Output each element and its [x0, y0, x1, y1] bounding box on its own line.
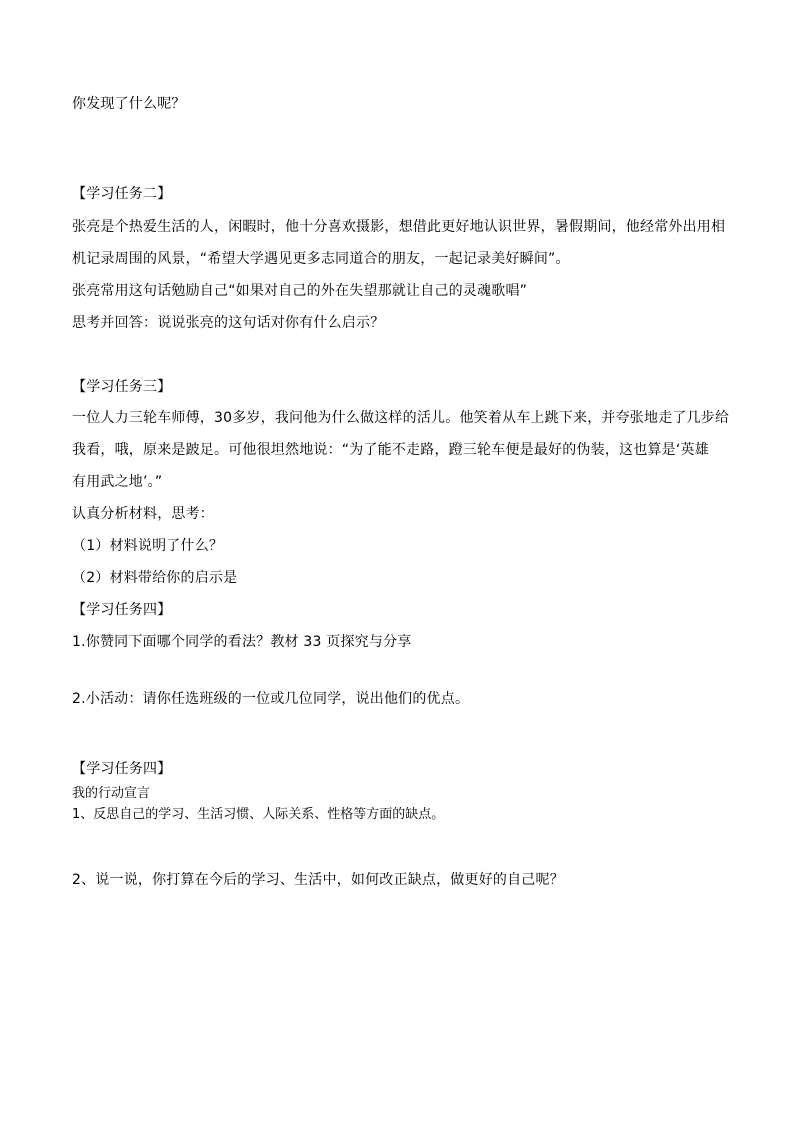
intro-question: 你发现了什么呢？ — [72, 96, 186, 112]
task4b-subheading: 我的行动宣言 — [72, 786, 151, 801]
task3-heading: 【学习任务三】 — [72, 379, 172, 395]
task4a-item-1: 1.你赞同下面哪个同学的看法？教材 33 页探究与分享 — [72, 634, 412, 650]
task3-question-2: （2）材料带给你的启示是 — [72, 570, 238, 586]
task3-instruction: 认真分析材料，思考： — [72, 506, 214, 522]
task4a-item-2: 2.小活动：请你任选班级的一位或几位同学，说出他们的优点。 — [72, 691, 470, 707]
task2-paragraph-line1: 张亮是个热爱生活的人，闲暇时，他十分喜欢摄影，想借此更好地认识世界，暑假期间，他经常外出用相 — [72, 219, 726, 235]
task4a-heading: 【学习任务四】 — [72, 602, 172, 618]
task3-paragraph-line3: 有用武之地’。” — [72, 474, 163, 490]
task2-heading: 【学习任务二】 — [72, 186, 172, 202]
task3-question-1: （1）材料说明了什么？ — [72, 538, 224, 554]
task3-paragraph-line2: 我看，哦，原来是跛足。可他很坦然地说：“为了能不走路，蹬三轮车便是最好的伪装，这也算是‘英雄 — [72, 442, 709, 458]
task4b-item-2: 2、说一说，你打算在今后的学习、生活中，如何改正缺点，做更好的自己呢？ — [72, 872, 564, 888]
task3-paragraph-line1: 一位人力三轮车师傅，30多岁，我问他为什么做这样的活儿。他笑着从车上跳下来，并夸张地走了几步给 — [72, 410, 730, 426]
task2-quote: 张亮常用这句话勉励自己“如果对自己的外在失望那就让自己的灵魂歌唱” — [72, 283, 528, 299]
task4b-item-1: 1、反思自己的学习、生活习惯、人际关系、性格等方面的缺点。 — [72, 807, 445, 822]
task2-paragraph-line2: 机记录周围的风景，“希望大学遇见更多志同道合的朋友，一起记录美好瞬间”。 — [72, 251, 570, 267]
task2-question: 思考并回答：说说张亮的这句话对你有什么启示？ — [72, 315, 385, 331]
task4b-heading: 【学习任务四】 — [72, 761, 172, 777]
